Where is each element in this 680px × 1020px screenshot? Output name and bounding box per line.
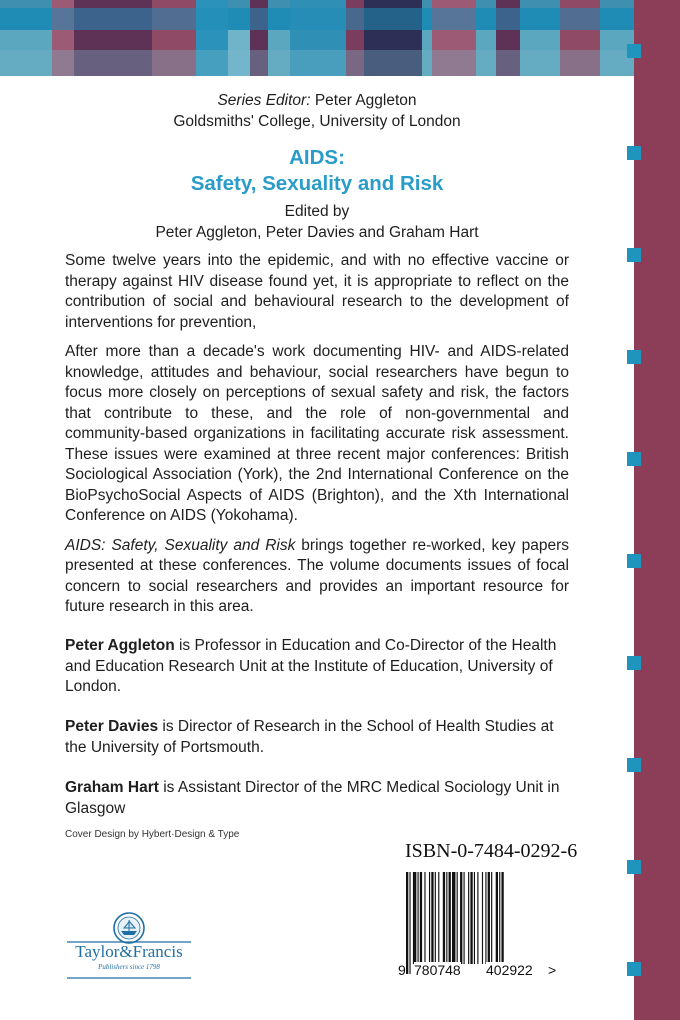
blurb-paragraph-2: After more than a decade's work documenting HIV- and AIDS-related knowledge, attitudes and behaviour, social researchers have begun to focus more closely on perceptions of sexual safety and risk, the factors that contribute to these, and the role of non-governmental and community-based organizations in facilitating accurate risk assessment. These issues were examined at three recent major conferences: British Sociological Association (York), the 2nd International Conference on the BioPsychoSocial Aspects of AIDS (Brighton), and the Xth International Conference on AIDS (Yokohama).	[65, 343, 569, 524]
barcode-bar	[449, 872, 451, 964]
decor-square	[627, 248, 641, 262]
publisher-name: Taylor&Francis	[75, 942, 183, 961]
decor-square	[627, 146, 641, 160]
blurb-paragraph-3	[65, 536, 569, 618]
barcode-bar	[420, 872, 422, 964]
barcode-bar	[501, 872, 503, 974]
decor-square	[627, 758, 641, 772]
decor-square	[627, 962, 641, 976]
barcode-bar	[452, 872, 455, 964]
barcode-group-1: 780748	[414, 962, 461, 978]
barcode-bar	[438, 872, 439, 964]
barcode-bar	[406, 872, 408, 974]
ship-emblem-icon	[63, 912, 195, 944]
isbn: ISBN-0-7484-0292-6	[405, 840, 578, 862]
barcode-bar	[460, 872, 462, 964]
bio-name: Peter Davies	[65, 718, 159, 735]
barcode-bar	[468, 872, 469, 964]
series-editor-name: Peter Aggleton	[314, 92, 417, 109]
bio-hart	[65, 778, 569, 819]
series-affiliation: Goldsmiths' College, University of London	[173, 113, 461, 130]
barcode-group-2: 402922	[486, 962, 533, 978]
cover-design-credit: Cover Design by Hybert·Design & Type	[65, 829, 240, 840]
barcode-bar	[485, 872, 486, 964]
series-editor-block	[65, 90, 569, 132]
bio-text: is Professor in Education and Co-Director of the Health and Education Research Unit at the Institute of Education, University of London.	[65, 637, 557, 695]
bio-name: Graham Hart	[65, 779, 159, 796]
blurb-paragraph-1: Some twelve years into the epidemic, and with no effective vaccine or therapy against HIV disease found yet, it is appropriate to reflect on the contribution of social and behavioural research to the development of interventions for prevention,	[65, 252, 569, 331]
book-title	[65, 145, 569, 197]
logo-rule	[63, 976, 195, 980]
decor-square	[627, 44, 641, 58]
barcode-bar	[413, 872, 416, 964]
barcode-bar	[418, 872, 419, 964]
publisher-tagline: Publishers since 1798	[98, 963, 160, 971]
barcode-bar	[429, 872, 430, 964]
barcode-bar	[496, 872, 498, 964]
barcode-bar	[482, 872, 483, 964]
barcode-bar	[477, 872, 478, 964]
barcode-bar	[431, 872, 433, 964]
decor-square	[627, 350, 641, 364]
decor-square	[627, 860, 641, 874]
barcode-bar	[435, 872, 436, 964]
bio-davies	[65, 717, 569, 758]
barcode-bar	[409, 872, 410, 974]
barcode-bar	[474, 872, 475, 964]
blurb-paragraph-3-text: brings together re-worked, key papers presented at these conferences. The volume documents issues of focal concern to social researchers and provides an important resource for future research in this area.	[65, 536, 569, 615]
series-editor-label: Series Editor:	[217, 92, 311, 109]
bio-name: Peter Aggleton	[65, 637, 175, 654]
bio-aggleton	[65, 636, 569, 698]
editor-names: Peter Aggleton, Peter Davies and Graham Hart	[155, 224, 479, 241]
bio-text: is Assistant Director of the MRC Medical Sociology Unit in Glasgow	[65, 779, 560, 817]
bio-text: is Director of Research in the School of Health Studies at the University of Portsmouth.	[65, 718, 554, 756]
editors-block	[65, 201, 569, 243]
barcode-bar	[443, 872, 445, 964]
barcode-bar	[457, 872, 458, 974]
barcode-end-mark: >	[548, 962, 557, 978]
barcode-bar	[464, 872, 465, 964]
barcode-bar	[470, 872, 472, 964]
barcode-lead-digit: 9	[398, 962, 406, 978]
barcode-bar	[491, 872, 492, 964]
barcode-bar	[488, 872, 490, 964]
barcode-bar	[424, 872, 425, 964]
decor-square	[627, 656, 641, 670]
barcode-bar	[446, 872, 447, 964]
title-line-2: Safety, Sexuality and Risk	[190, 172, 444, 195]
cover-pattern-band	[0, 0, 634, 76]
title-line-1: AIDS:	[289, 146, 345, 169]
edited-by-label: Edited by	[284, 203, 350, 220]
decor-square	[627, 554, 641, 568]
blurb-book-title: AIDS: Safety, Sexuality and Risk	[65, 536, 296, 554]
decor-square	[627, 452, 641, 466]
blurb	[65, 251, 569, 627]
barcode-bar	[499, 872, 500, 974]
publisher-logo	[63, 912, 195, 982]
